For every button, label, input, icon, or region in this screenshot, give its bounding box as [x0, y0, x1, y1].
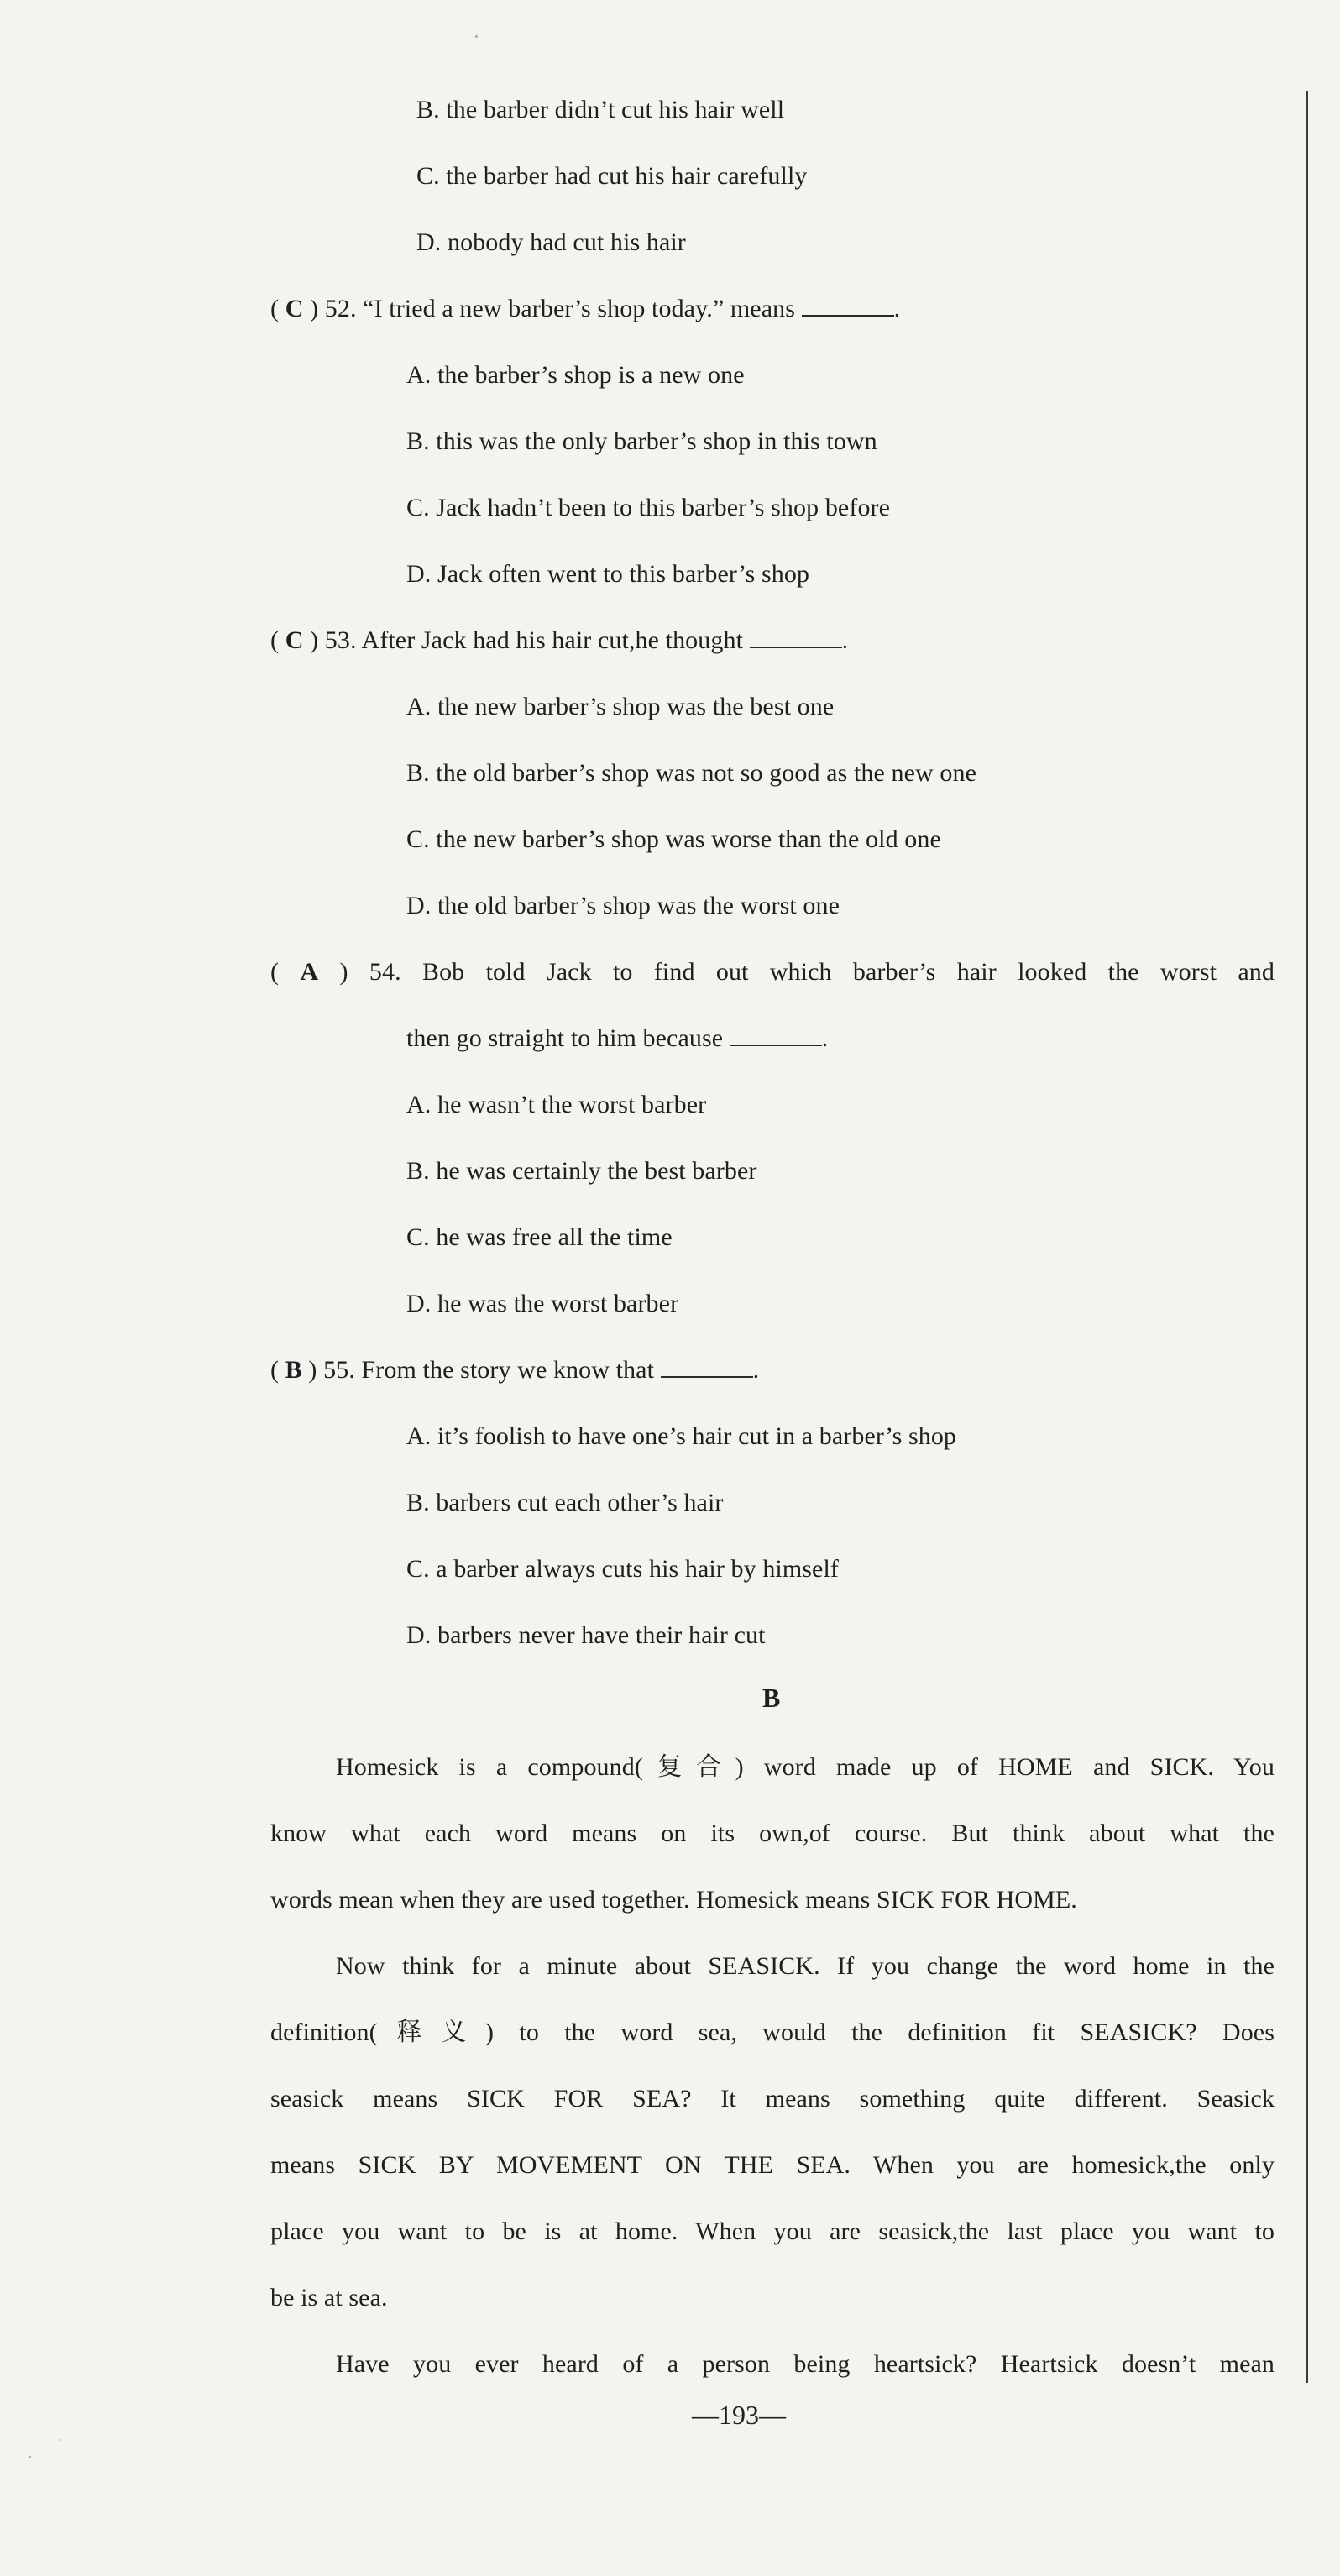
para2-line2-text: definition(释义) to the word sea, would the definition fit SEASICK? Does [270, 2018, 1275, 2046]
q53-option-d: D. the old barber’s shop was the worst one [406, 892, 840, 919]
q52-prefix: ( [270, 295, 285, 322]
question-53 [270, 626, 848, 655]
para3-line1-text: Have you ever heard of a person being heartsick? Heartsick doesn’t mean [336, 2350, 1275, 2378]
q52-text: ) 52. “I tried a new barber’s shop today.” means [303, 295, 796, 322]
q55-option-c: C. a barber always cuts his hair by himself [406, 1555, 840, 1583]
q55-blank [661, 1358, 753, 1378]
q54-text: ) 54. Bob told Jack to find out which barber’s hair looked the worst and [318, 958, 1275, 986]
q55-option-a: A. it’s foolish to have one’s hair cut in a barber’s shop [406, 1422, 957, 1450]
q55-option-b: B. barbers cut each other’s hair [406, 1489, 724, 1516]
q51-option-b: B. the barber didn’t cut his hair well [416, 96, 785, 123]
q55-prefix: ( [270, 1356, 285, 1384]
q54-continuation [406, 1024, 828, 1053]
question-55 [270, 1356, 759, 1385]
q51-option-d: D. nobody had cut his hair [416, 228, 686, 256]
q52-option-c: C. Jack hadn’t been to this barber’s shop before [406, 494, 891, 521]
q55-option-d: D. barbers never have their hair cut [406, 1621, 766, 1649]
q54-option-a: A. he wasn’t the worst barber [406, 1091, 707, 1118]
q53-prefix: ( [270, 626, 285, 654]
para1-line1 [336, 1753, 1275, 1782]
q54-cont-text: then go straight to him because [406, 1024, 724, 1052]
question-52 [270, 295, 900, 323]
para2-line3-text: seasick means SICK FOR SEA? It means something quite different. Seasick [270, 2085, 1275, 2113]
q54-option-b: B. he was certainly the best barber [406, 1157, 757, 1185]
para2-line4-text: means SICK BY MOVEMENT ON THE SEA. When you are homesick,the only [270, 2151, 1275, 2179]
para1-line2-text: know what each word means on its own,of course. But think about what the [270, 1819, 1275, 1847]
q51-option-c: C. the barber had cut his hair carefully [416, 162, 808, 190]
q52-end: . [893, 295, 901, 322]
q53-answer: C [285, 626, 304, 654]
q55-text: ) 55. From the story we know that [301, 1356, 655, 1384]
q52-option-a: A. the barber’s shop is a new one [406, 361, 745, 389]
para2-line5-text: place you want to be is at home. When you are seasick,the last place you want to [270, 2217, 1275, 2245]
q52-blank [802, 296, 894, 317]
para2-line6: be is at sea. [270, 2284, 388, 2312]
para2-line2 [270, 2018, 1275, 2047]
question-54 [270, 958, 1275, 987]
q53-blank [750, 628, 842, 648]
para1-line1-text: Homesick is a compound(复合) word made up of HOME and SICK. You [336, 1753, 1275, 1781]
q53-end: . [841, 626, 849, 654]
q54-option-c: C. he was free all the time [406, 1223, 673, 1251]
para2-line1-text: Now think for a minute about SEASICK. If you change the word home in the [336, 1952, 1275, 1980]
q53-option-c: C. the new barber’s shop was worse than the old one [406, 825, 941, 853]
para2-line3 [270, 2085, 1275, 2113]
q54-option-d: D. he was the worst barber [406, 1290, 679, 1317]
q53-option-a: A. the new barber’s shop was the best one [406, 693, 835, 720]
q52-answer: C [285, 295, 304, 322]
para1-line3: words mean when they are used together. Homesick means SICK FOR HOME. [270, 1886, 1077, 1914]
q54-line1 [270, 958, 1275, 987]
section-b-title: B [762, 1683, 781, 1713]
scan-speck [59, 2439, 60, 2441]
q53-text: ) 53. After Jack had his hair cut,he thought [303, 626, 744, 654]
scan-speck [29, 2456, 31, 2458]
q52-option-b: B. this was the only barber’s shop in this town [406, 427, 877, 455]
para2-line5 [270, 2217, 1275, 2246]
para2-line4 [270, 2151, 1275, 2180]
para3-line1 [336, 2350, 1275, 2379]
para2-line1 [336, 1952, 1275, 1981]
right-margin-rule [1306, 91, 1308, 2383]
q53-option-b: B. the old barber’s shop was not so good as the new one [406, 759, 977, 787]
q52-option-d: D. Jack often went to this barber’s shop [406, 560, 810, 588]
q55-end: . [752, 1356, 760, 1384]
para1-line2 [270, 1819, 1275, 1848]
q55-answer: B [285, 1356, 302, 1384]
q54-answer: A [300, 958, 319, 986]
page-number: —193— [692, 2400, 786, 2430]
scan-speck [475, 35, 478, 38]
q54-end: . [821, 1024, 829, 1052]
q54-prefix: ( [270, 958, 301, 986]
q54-blank [730, 1026, 822, 1046]
